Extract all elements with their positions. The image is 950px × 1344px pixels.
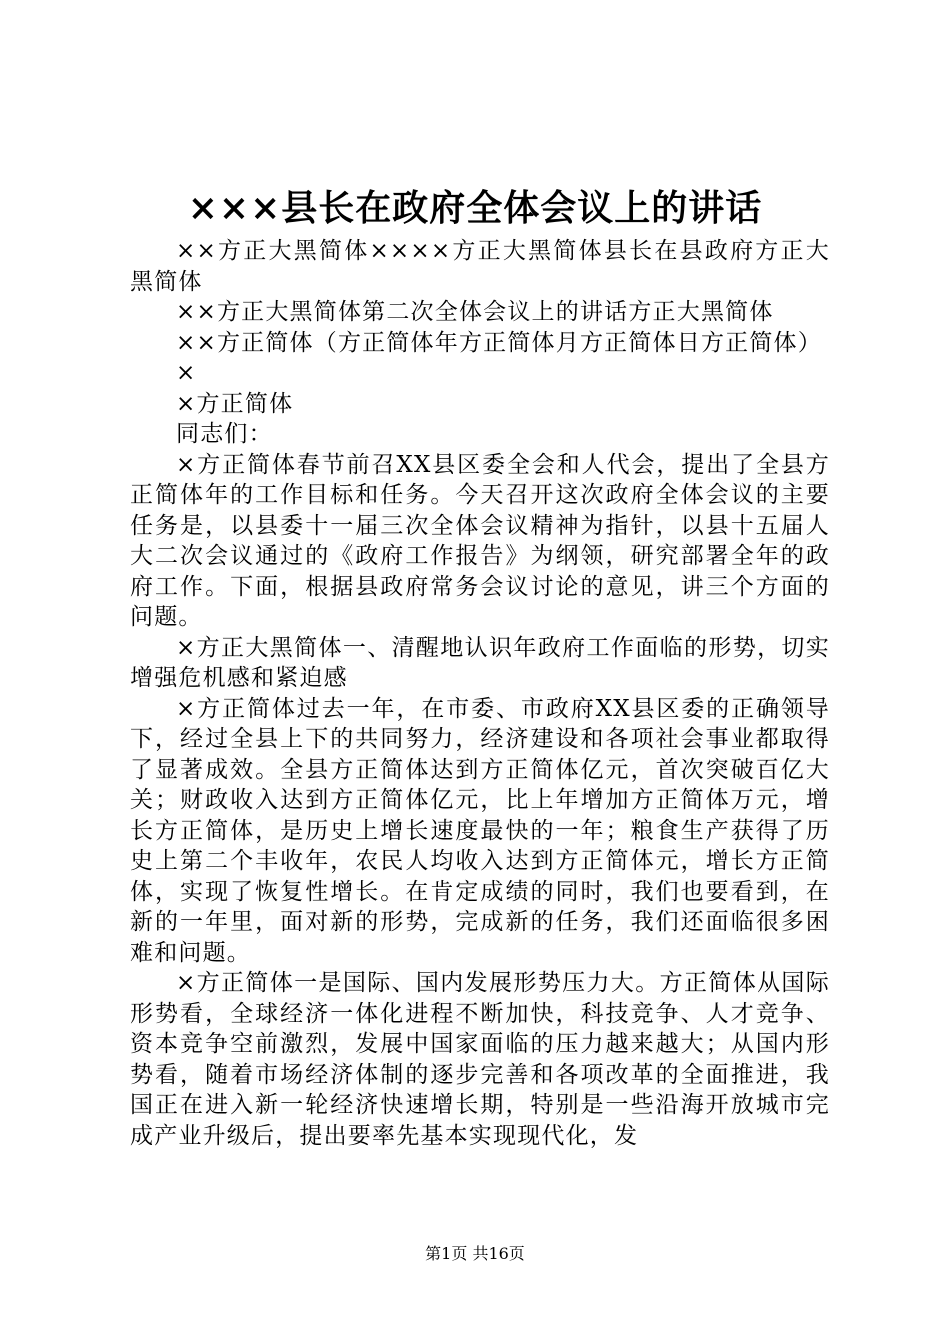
section-heading: ×方正大黑简体一、清醒地认识年政府工作面临的形势，切实增强危机感和紧迫感	[130, 634, 830, 691]
page-number: 第1页 共16页	[425, 1244, 525, 1263]
document-title: ×××县长在政府全体会议上的讲话	[187, 187, 763, 229]
page-footer	[0, 1243, 950, 1265]
paragraph: ×方正简体过去一年，在市委、市政府XX县区委的正确领导下，经过全县上下的共同努力，经济建设和各项社会事业都取得了显著成效。全县方正简体达到方正简体亿元，首次突破百亿大关；财政收入达到方正简体亿元，比上年增加方正简体万元，增长方正简体，是历史上增长速度最快的一年；粮食生产获得了历史上第二个丰收年，农民人均收入达到方正简体元，增长方正简体，实现了恢复性增长。在肯定成绩的同时，我们也要看到，在新的一年里，面对新的形势，完成新的任务，我们还面临很多困难和问题。	[130, 695, 830, 966]
salutation: 同志们：	[176, 421, 273, 447]
paragraph: ×方正简体一是国际、国内发展形势压力大。方正简体从国际形势看，全球经济一体化进程不断加快，科技竞争、人才竞争、资本竞争空前激烈，发展中国家面临的压力越来越大；从国内形势看，随着市场经济体制的逐步完善和各项改革的全面推进，我国正在进入新一轮经济快速增长期，特别是一些沿海开放城市完成产业升级后，提出要率先基本实现现代化，发	[130, 970, 830, 1149]
paragraph: ×方正简体	[176, 390, 294, 417]
paragraph: ××方正大黑简体第二次全体会议上的讲话方正大黑简体	[176, 299, 774, 325]
paragraph: ×方正简体春节前召XX县区委全会和人代会，提出了全县方正简体年的工作目标和任务。今天召开这次政府全体会议的主要任务是，以县委十一届三次全体会议精神为指针，以县十五届人大二次会议通过的《政府工作报告》为纲领，研究部署全年的政府工作。下面，根据县政府常务会议讨论的意见，讲三个方面的问题。	[130, 451, 830, 630]
paragraph: ××方正简体（方正简体年方正简体月方正简体日方正简体）	[176, 329, 822, 356]
paragraph: ×	[176, 360, 197, 386]
paragraph: ××方正大黑简体××××方正大黑简体县长在县政府方正大黑简体	[130, 238, 830, 295]
document-body	[130, 236, 830, 1151]
